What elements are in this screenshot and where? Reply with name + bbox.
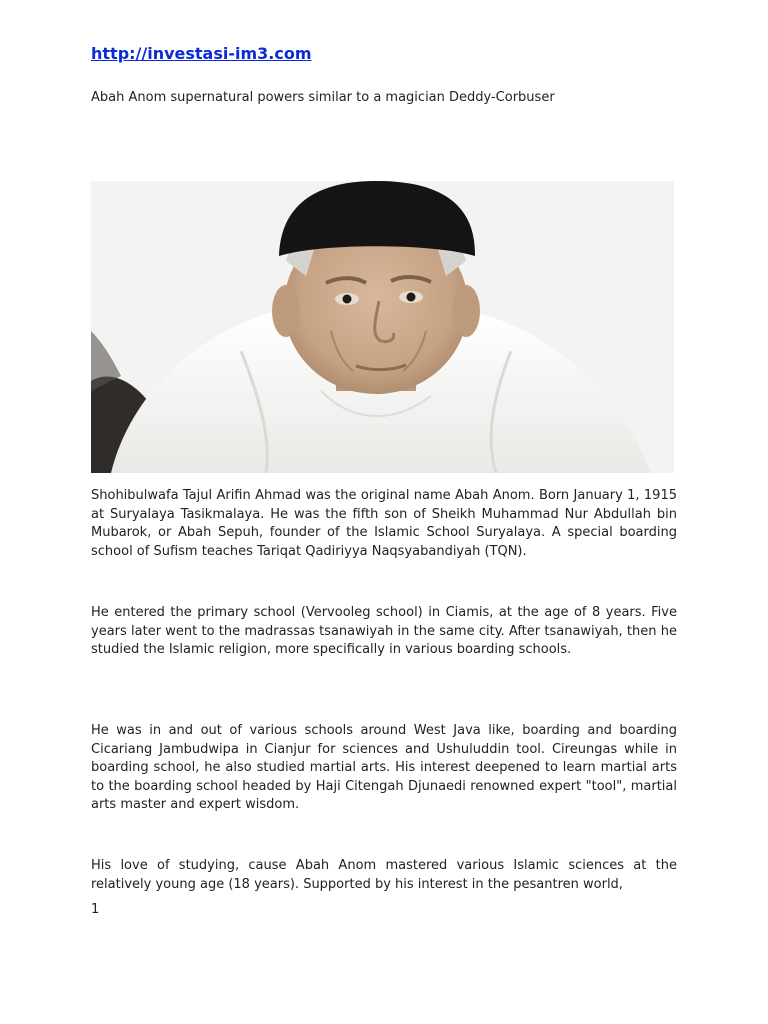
portrait-image	[91, 181, 674, 473]
page-number: 1	[91, 902, 100, 917]
paragraph-biography-origin: Shohibulwafa Tajul Arifin Ahmad was the original name Abah Anom. Born January 1, 1915 at Suryalaya Tasikmalaya. He was the fifth son of Sheikh Muhammad Nur Abdullah bin Mubarok, or Abah Sepuh, founder of the Islamic School Suryalaya. A special boarding school of Sufism teaches Tariqat Qadiriyya Naqsyabandiyah (TQN).	[91, 488, 677, 559]
paragraph-boarding-schools: He was in and out of various schools around West Java like, boarding and boarding Cicariang Jambudwipa in Cianjur for sciences and Ushuluddin tool. Cireungas while in boarding school, he also studied martial arts. His interest deepened to learn martial arts to the boarding school headed by Haji Citengah Djunaedi renowned expert "tool", martial arts master and expert wisdom.	[91, 723, 677, 813]
portrait-photo	[91, 181, 674, 473]
source-link[interactable]: http://investasi-im3.com	[91, 44, 312, 63]
paragraph-early-education: He entered the primary school (Vervooleg school) in Ciamis, at the age of 8 years. Five years later went to the madrassas tsanawiyah in the same city. After tsanawiyah, then he studied the Islamic religion, more specifically in various boarding schools.	[91, 605, 677, 658]
paragraph-love-of-studying: His love of studying, cause Abah Anom mastered various Islamic sciences at the relatively young age (18 years). Supported by his interest in the pesantren world,	[91, 858, 677, 892]
document-subtitle: Abah Anom supernatural powers similar to a magician Deddy-Corbuser	[91, 90, 555, 105]
